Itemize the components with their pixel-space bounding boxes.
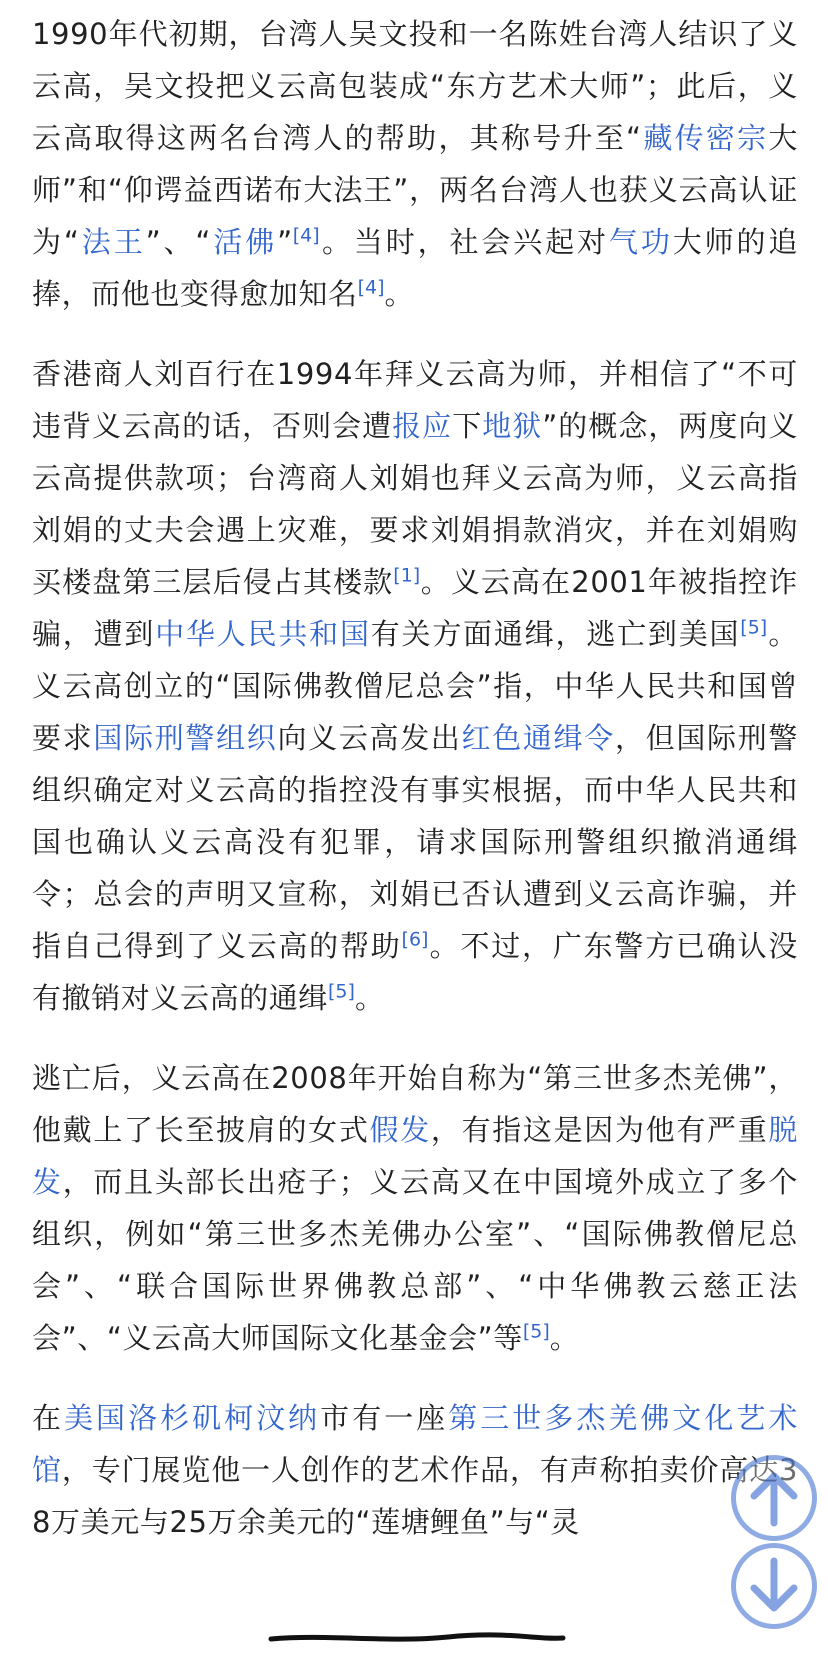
link-interpol[interactable]: 国际刑警组织	[93, 721, 278, 755]
paragraph-text: 香港商人刘百行在1994年拜义云高为师，并相信了“不可违背义云高的话，否则会遭	[32, 357, 798, 443]
citation-ref[interactable]: [4]	[357, 276, 385, 299]
link-hell[interactable]: 地狱	[482, 409, 543, 443]
link-hair-loss[interactable]: 脱发	[32, 1113, 799, 1199]
paragraph-text: 有关方面通缉，逃亡到美国	[370, 617, 741, 651]
link-tibetan-buddhism[interactable]: 藏传密宗	[641, 121, 769, 155]
citation-ref[interactable]: [5]	[522, 1320, 550, 1343]
scroll-to-top-button[interactable]	[731, 1455, 817, 1541]
paragraph-text: 在	[32, 1401, 65, 1435]
link-red-notice[interactable]: 红色通缉令	[461, 721, 615, 755]
link-dharma-king[interactable]: 法王	[79, 225, 146, 259]
link-prc[interactable]: 中华人民共和国	[155, 617, 371, 651]
paragraph-text: ，但国际刑警组织确定对义云高的指控没有事实根据，而中华人民共和国也确认义云高没有犯罪，请求国际刑警组织撤消通缉令；总会的声明又宣称，刘娟已否认遭到义云高诈骗，并指自己得到了义云高的帮助	[32, 721, 798, 963]
link-karma[interactable]: 报应	[392, 409, 453, 443]
paragraph	[32, 1052, 798, 1364]
citation-ref[interactable]: [1]	[393, 564, 421, 587]
paragraph-text: 下	[452, 409, 483, 443]
paragraph	[32, 8, 798, 320]
link-qigong[interactable]: 气功	[608, 225, 673, 259]
paragraph-text: 。不过，广东警方已确认没有撤销对义云高的通缉	[32, 929, 799, 1015]
paragraph-text: ，专门展览他一人创作的艺术作品，有声称拍卖价高达38万美元与25万余美元的“莲塘鲤鱼”与“灵	[32, 1453, 799, 1539]
paragraph-text: ”、“	[145, 225, 212, 259]
citation-ref[interactable]: [6]	[401, 928, 429, 951]
paragraph-text: ”	[277, 225, 293, 259]
scroll-to-bottom-button[interactable]	[731, 1543, 817, 1629]
paragraph-text: 。	[549, 1321, 580, 1355]
paragraph-text: ，有指这是因为他有严重	[430, 1113, 769, 1147]
paragraph-text: ”的概念，两度向义云高提供款项；台湾商人刘娟也拜义云高为师，义云高指刘娟的丈夫会遇上灾难，要求刘娟捐款消灾，并在刘娟购买楼盘第三层后侵占其楼款	[32, 409, 798, 599]
citation-ref[interactable]: [5]	[328, 980, 355, 1003]
citation-ref[interactable]: [5]	[740, 616, 768, 639]
paragraph-text: 向义云高发出	[277, 721, 462, 755]
paragraph	[32, 1392, 798, 1548]
paragraph-text: 。义云高在2001年被指控诈骗，遭到	[32, 565, 799, 651]
paragraph-text: 逃亡后，义云高在2008年开始自称为“第三世多杰羌佛”，他戴上了长至披肩的女式	[32, 1061, 798, 1147]
paragraph-text: 。当时，社会兴起对	[319, 225, 609, 259]
link-covina[interactable]: 美国洛杉矶柯汶纳	[64, 1401, 321, 1435]
link-wig[interactable]: 假发	[369, 1113, 431, 1147]
paragraph-text: 。	[354, 981, 385, 1015]
link-art-museum[interactable]: 第三世多杰羌佛文化艺术馆	[32, 1401, 799, 1487]
scribble-mark	[268, 1631, 566, 1645]
citation-ref[interactable]: [4]	[292, 224, 320, 247]
paragraph-text: 大师”和“仰谔益西诺布大法王”，两名台湾人也获义云高认证为“	[32, 121, 798, 259]
paragraph-text: 。义云高创立的“国际佛教僧尼总会”指，中华人民共和国曾要求	[32, 617, 798, 755]
paragraph-text: ，而且头部长出疮子；义云高又在中国境外成立了多个组织，例如“第三世多杰羌佛办公室”、“国际佛教僧尼总会”、“联合国际世界佛教总部”、“中华佛教云慈正法会”、“义云高大师国际文化基金会”等	[32, 1165, 798, 1355]
arrow-up-icon	[748, 1469, 800, 1527]
link-living-buddha[interactable]: 活佛	[211, 225, 278, 259]
paragraph-text: 。	[384, 277, 415, 311]
arrow-down-icon	[748, 1557, 800, 1615]
paragraph-text: 1990年代初期，台湾人吴文投和一名陈姓台湾人结识了义云高，吴文投把义云高包装成“东方艺术大师”；此后，义云高取得这两名台湾人的帮助，其称号升至“	[32, 17, 798, 155]
paragraph	[32, 348, 798, 1024]
paragraph-text: 市有一座	[320, 1401, 449, 1435]
paragraph-text: 大师的追捧，而他也变得愈加知名	[32, 225, 799, 311]
